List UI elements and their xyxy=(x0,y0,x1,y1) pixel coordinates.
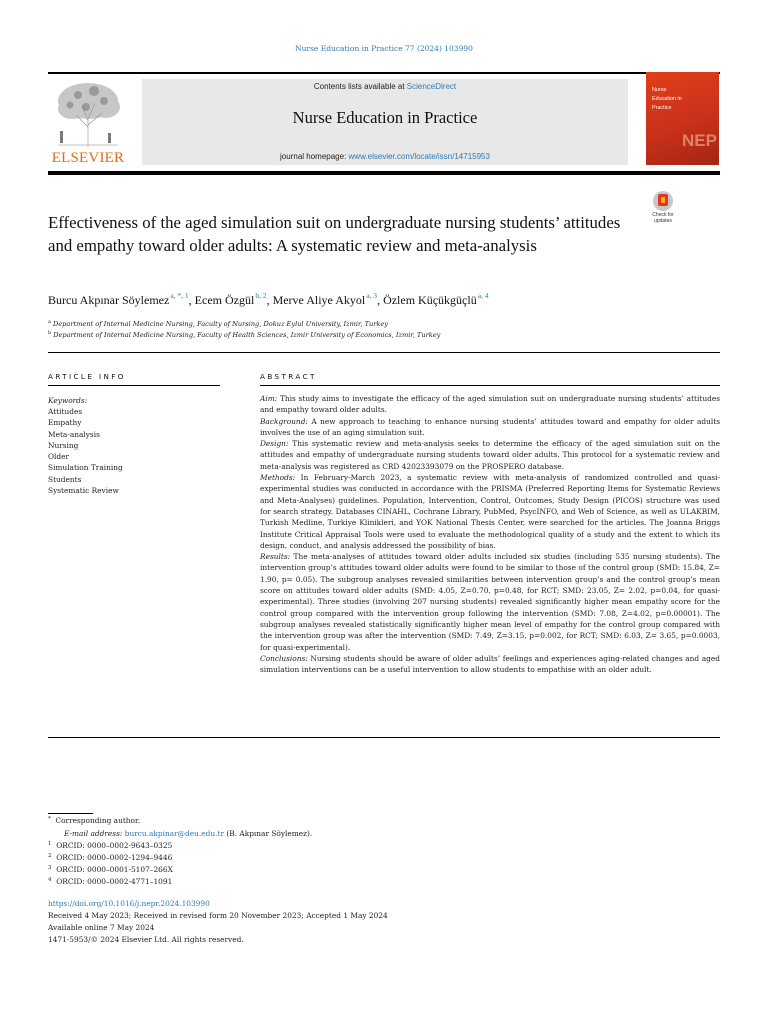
footnote-mark: 3 xyxy=(48,865,52,871)
orcid-note xyxy=(48,865,173,874)
keyword: Meta-analysis xyxy=(48,429,100,439)
author-affiliation-mark[interactable]: b, 2 xyxy=(255,291,267,300)
section-text: Nursing students should be aware of older adults’ feelings and experiences aging-related changes and aged simulation interventions can be a useful intervention to allow students to empathise with an older adult. xyxy=(260,653,720,675)
affiliation-text: Department of Internal Medicine Nursing, Faculty of Health Sciences, Izmir University of Economics, Izmir, Turkey xyxy=(53,331,441,339)
author-name[interactable]: Özlem Küçükgüçlü xyxy=(383,293,477,307)
footnote-rule xyxy=(48,813,93,814)
abstract-design xyxy=(260,438,720,472)
abstract-end-rule xyxy=(48,737,720,738)
author-name[interactable]: Ecem Özgül xyxy=(194,293,255,307)
section-text: The meta-analyses of attitudes toward older adults included six studies (including 535 nursing students). The intervention group’s attitudes toward older adults were found to be similar to those of the control group (SMD: 15.84, Z= 1.90, p= 0.05). The subgroup analyses revealed similarities between intervention group’s and the control group’s mean score on attitudes toward older adults (SMD: 4.05, Z=0.70, p=0.48, for RCT; SMD: 23.05, Z= 2.02, p=0.04, for quasi-experimental). Three studies (involving 207 nursing students) revealed significantly higher mean empathy score for the control group compared with the intervention group following the intervention (SMD: 7.08, Z=4.02, p=0.00001). The subgroup analyses revealed statistically significantly higher mean level of empathy for the control group compared with the intervention group was after the intervention (SMD: 7.49, Z=3.15, p=0.002, for RCT; SMD: 6.03, Z= 3.65, p=0.0003, for quasi-experimental). xyxy=(260,552,720,652)
online-date: Available online 7 May 2024 xyxy=(48,923,155,932)
footnote-mark: 4 xyxy=(48,877,52,883)
keyword: Nursing xyxy=(48,440,79,450)
cover-line: Practice xyxy=(652,105,672,111)
homepage-line xyxy=(142,152,628,161)
copyright-line: 1471-5953/© 2024 Elsevier Ltd. All rights reserved. xyxy=(48,935,244,944)
check-for-updates-badge[interactable] xyxy=(649,191,677,224)
section-text: This study aims to investigate the efficacy of the aged simulation suit on undergraduate nursing students’ attitudes and empathy toward older adults. xyxy=(260,394,720,415)
keyword: Attitudes xyxy=(48,407,83,416)
check-updates-icon xyxy=(653,191,673,211)
footnote-mark: * xyxy=(48,816,51,822)
journal-title: Nurse Education in Practice xyxy=(292,108,478,127)
section-label: Aim: xyxy=(260,394,278,403)
abstract-aim xyxy=(260,393,720,416)
orcid-note xyxy=(48,841,172,850)
email-note xyxy=(64,829,312,838)
divider xyxy=(48,352,720,353)
affiliation-mark: a xyxy=(48,319,51,325)
journal-cover-thumbnail[interactable] xyxy=(646,72,719,165)
keyword: Simulation Training xyxy=(48,463,123,473)
footnote-mark: 2 xyxy=(48,853,52,859)
section-label: Design: xyxy=(260,439,289,449)
received-dates: Received 4 May 2023; Received in revised form 20 November 2023; Accepted 1 May 2024 xyxy=(48,911,388,920)
keywords-label: Keywords: xyxy=(48,396,88,405)
header-bottom-rule xyxy=(48,171,720,175)
section-label: Results: xyxy=(260,552,291,562)
section-label: Conclusions: xyxy=(260,653,308,663)
abstract-conclusions xyxy=(260,653,720,676)
affiliation xyxy=(48,330,708,339)
homepage-prefix: journal homepage: xyxy=(280,152,349,161)
orcid-note xyxy=(48,877,172,886)
abstract-background xyxy=(260,416,720,439)
cover-line: Education in xyxy=(652,96,682,102)
orcid-text[interactable]: ORCID: 0000–0002-1294–9446 xyxy=(56,853,173,862)
orcid-text[interactable]: ORCID: 0000–0002-9643–0325 xyxy=(56,841,173,850)
email-link[interactable]: burcu.akpinar@deu.edu.tr xyxy=(124,829,225,838)
contents-prefix: Contents lists available at xyxy=(313,82,407,91)
sciencedirect-link[interactable]: ScienceDirect xyxy=(406,82,457,91)
affiliation-mark: b xyxy=(48,330,52,336)
keyword: Students xyxy=(48,474,82,484)
section-text: A new approach to teaching to enhance nursing students’ attitudes toward and empathy for older adults involves the use of an aging simulation suit. xyxy=(260,416,720,437)
paper-title: Effectiveness of the aged simulation suit on undergraduate nursing students’ attitudes and empathy toward older adults: A systematic review and meta-analysis xyxy=(48,213,621,255)
keywords-list xyxy=(48,406,123,496)
author-affiliation-mark[interactable]: a, *, 1 xyxy=(170,291,189,300)
contents-line xyxy=(142,82,628,91)
author-affiliation-mark[interactable]: a, 3 xyxy=(366,291,378,300)
author-list: Burcu Akpınar Söylemez$^{a, *, 1}$, Ecem Özgül$^{b, 2}$, Merve Aliye Akyol$^{a, 3}$, Özlem Küçükgüçlü$^{a, 4}$ xyxy=(48,291,489,307)
author-affiliation-mark[interactable]: a, 4 xyxy=(477,291,489,300)
email-label: E-mail address: xyxy=(64,829,123,838)
abstract-heading: ABSTRACT xyxy=(260,372,317,381)
elsevier-wordmark: ELSEVIER xyxy=(51,150,125,166)
doi-link[interactable]: https://doi.org/10.1016/j.nepr.2024.103990 xyxy=(48,899,210,908)
abstract-body xyxy=(260,393,720,675)
abstract-methods xyxy=(260,472,720,551)
section-text: In February-March 2023, a systematic review with meta-analysis of randomized controlled and quasi-experimental studies was conducted in accordance with the PRISMA (Preferred Reporting Items for Systematic Reviews and Meta-Analyses) guidelines. Population, Intervention, Control, Outcomes, Study Design (PICOS) structure was used for search strategy. Databases CINAHL, Cochrane Library, PubMed, PsycINFO, and Web of Science, as well as ULAKBIM, Turkish Medline, Turkiye Klinikleri, and YOK National Thesis Center, were searched for the articles. The Joanna Briggs Institute Critical Appraisal Tools were used to evaluate the methodological quality of a study and the extent to which its design, conduct, and analysis addressed the possibility of bias. xyxy=(260,473,720,550)
header-top-rule xyxy=(48,72,720,74)
abstract-rule xyxy=(260,385,720,386)
affiliation xyxy=(48,319,708,328)
footnote-mark: 1 xyxy=(48,841,52,847)
cover-line: Nurse xyxy=(652,87,667,93)
keyword: Empathy xyxy=(48,418,82,428)
section-label: Background: xyxy=(260,416,308,426)
cover-title xyxy=(652,86,682,113)
email-owner: (B. Akpınar Söylemez). xyxy=(224,829,313,838)
keyword: Older xyxy=(48,452,70,462)
article-info-heading: ARTICLE INFO xyxy=(48,372,126,381)
orcid-text[interactable]: ORCID: 0000–0001-5107–266X xyxy=(56,865,173,874)
author-name[interactable]: Burcu Akpınar Söylemez xyxy=(48,293,170,307)
check-updates-label: Check for updates xyxy=(652,212,674,224)
section-label: Methods: xyxy=(260,473,296,483)
section-text: This systematic review and meta-analysis seeks to determine the efficacy of the aged simulation suit on the attitudes and empathy of undergraduate nursing students toward older adults. This protocol for a systematic review and meta-analysis was registered as CRD 42023393079 on the PROSPERO database. xyxy=(260,439,720,471)
author-name[interactable]: Merve Aliye Akyol xyxy=(272,293,366,307)
article-info-rule xyxy=(48,385,220,386)
abstract-results xyxy=(260,551,720,653)
cover-initials: NEP xyxy=(682,131,717,150)
orcid-note xyxy=(48,853,172,862)
affiliation-text: Department of Internal Medicine Nursing, Faculty of Nursing, Dokuz Eylul University, Izmir, Turkey xyxy=(52,320,388,328)
corresponding-author-note xyxy=(48,816,140,825)
keyword: Systematic Review xyxy=(48,486,119,496)
homepage-link[interactable]: www.elsevier.com/locate/issn/14715953 xyxy=(348,152,490,161)
journal-citation[interactable]: Nurse Education in Practice 77 (2024) 103990 xyxy=(295,44,473,53)
footnote-text: Corresponding author. xyxy=(55,816,141,825)
orcid-text[interactable]: ORCID: 0000–0002-4771–1091 xyxy=(56,877,173,886)
